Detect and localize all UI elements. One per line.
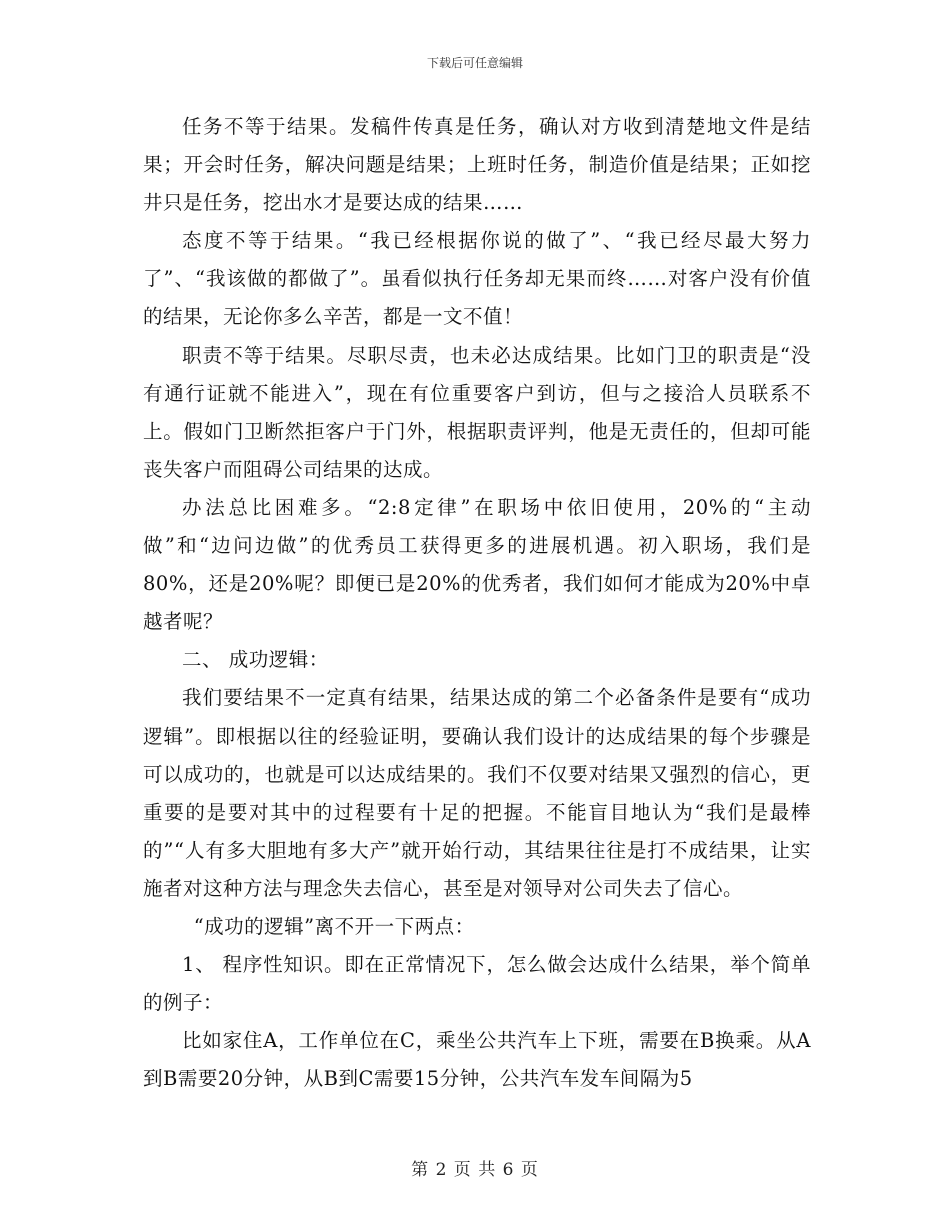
paragraph-two-points: “成功的逻辑”离不开一下两点： (193, 914, 475, 938)
paragraph-procedural-knowledge: 1、 程序性知识。即在正常情况下，怎么做会达成什么结果，举个简单的例子： (143, 953, 811, 1015)
paragraph-example: 比如家住A，工作单位在C，乘坐公共汽车上下班，需要在B换乘。从A到B需要20分钟，从B到C需要15分钟，公共汽车发车间隔为5 (143, 1029, 811, 1091)
page-header: 下载后可任意编辑 (426, 56, 523, 70)
paragraph-success-logic: 我们要结果不一定真有结果，结果达成的第二个必备条件是要有“成功逻辑”。即根据以往的经验证明，要确认我们设计的达成结果的每个步骤是可以成功的，也就是可以达成结果的。我们不仅要对结果又强烈的信心，更重要的是要对其中的过程要有十足的把握。不能盲目地认为“我们是最棒的”“人有多大胆地有多大产”就开始行动，其结果往往是打不成结果，让实施者对这种方法与理念失去信心，甚至是对领导对公司失去了信心。 (143, 686, 811, 900)
paragraph-methods: 办法总比困难多。“2:8定律”在职场中依旧使用，20%的“主动做”和“边问边做”的优秀员工获得更多的进展机遇。初入职场，我们是80%，还是20%呢？即便已是20%的优秀者，我们如何才能成为20%中卓越者呢？ (143, 495, 811, 634)
paragraph-task: 任务不等于结果。发稿件传真是任务，确认对方收到清楚地文件是结果；开会时任务，解决问题是结果；上班时任务，制造价值是结果；正如挖井只是任务，挖出水才是要达成的结果…… (143, 115, 811, 215)
paragraph-attitude: 态度不等于结果。“我已经根据你说的做了”、“我已经尽最大努力了”、“我该做的都做了”。虽看似执行任务却无果而终……对客户没有价值的结果，无论你多么辛苦，都是一文不值！ (143, 229, 811, 329)
section-heading-success-logic: 二、 成功逻辑： (182, 648, 329, 672)
paragraph-duty: 职责不等于结果。尽职尽责，也未必达成结果。比如门卫的职责是“没有通行证就不能进入”，现在有位重要客户到访，但与之接洽人员联系不上。假如门卫断然拒客户于门外，根据职责评判，他是无责任的，但却可能丧失客户而阻碍公司结果的达成。 (143, 343, 811, 481)
document-body (143, 108, 811, 1098)
page-footer: 第 2 页 共 6 页 (411, 1160, 539, 1180)
